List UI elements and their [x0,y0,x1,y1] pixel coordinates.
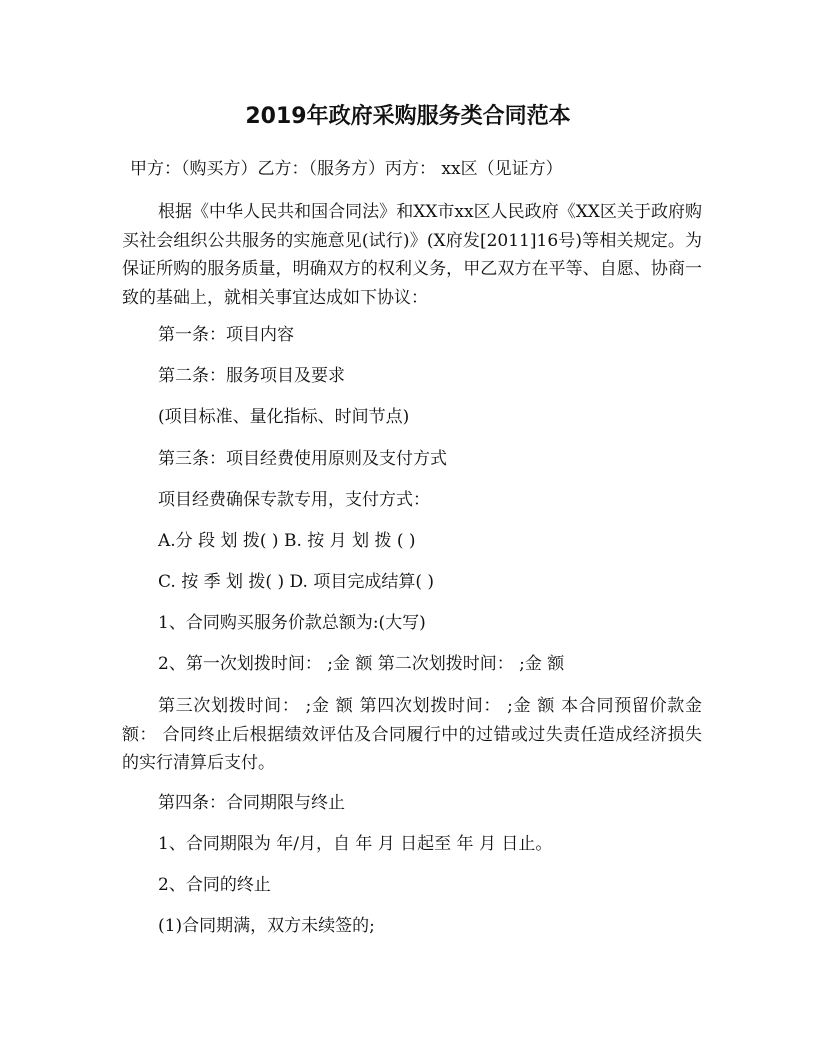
article-2-heading: 第二条：服务项目及要求 [158,366,345,386]
intro-paragraph: 根据《中华人民共和国合同法》和XX市xx区人民政府《XX区关于政府购买社会组织公共服务的实施意见(试行)》(X府发[2011]16号)等相关规定。为保证所购的服务质量，明确双方的权利义务，甲乙双方在平等、自愿、协商一致的基础上，就相关事宜达成如下协议： [122,202,702,308]
article-3-heading: 第三条：项目经费使用原则及支付方式 [158,449,447,469]
parties-line: 甲方：（购买方）乙方：（服务方）丙方： xx区（见证方） [130,159,563,179]
installments-line-1: 2、第一次划拨时间： ;金 额 第二次划拨时间： ;金 额 [158,654,565,674]
total-price-line: 1、合同购买服务价款总额为:(大写) [158,613,426,633]
article-2-note: (项目标准、量化指标、时间节点) [158,407,410,427]
installments-paragraph: 第三次划拨时间： ;金 额 第四次划拨时间： ;金 额 本合同预留价款金额： 合同终止后根据绩效评估及合同履行中的过错或过失责任造成经济损失的实行清算后支付。 [122,696,702,773]
termination-heading: 2、合同的终止 [158,875,271,895]
payment-options-ab: A.分 段 划 拨( ) B. 按 月 划 拨 ( ) [158,531,416,551]
article-1-heading: 第一条：项目内容 [158,325,294,345]
document-title: 2019年政府采购服务类合同范本 [245,104,571,129]
contract-term-line: 1、合同期限为 年/月，自 年 月 日起至 年 月 日止。 [158,834,553,854]
termination-item-1: (1)合同期满，双方未续签的; [158,916,375,936]
article-4-heading: 第四条：合同期限与终止 [158,793,345,813]
payment-options-cd: C. 按 季 划 拨( ) D. 项目完成结算( ) [158,572,434,592]
funding-line: 项目经费确保专款专用，支付方式： [158,490,430,510]
